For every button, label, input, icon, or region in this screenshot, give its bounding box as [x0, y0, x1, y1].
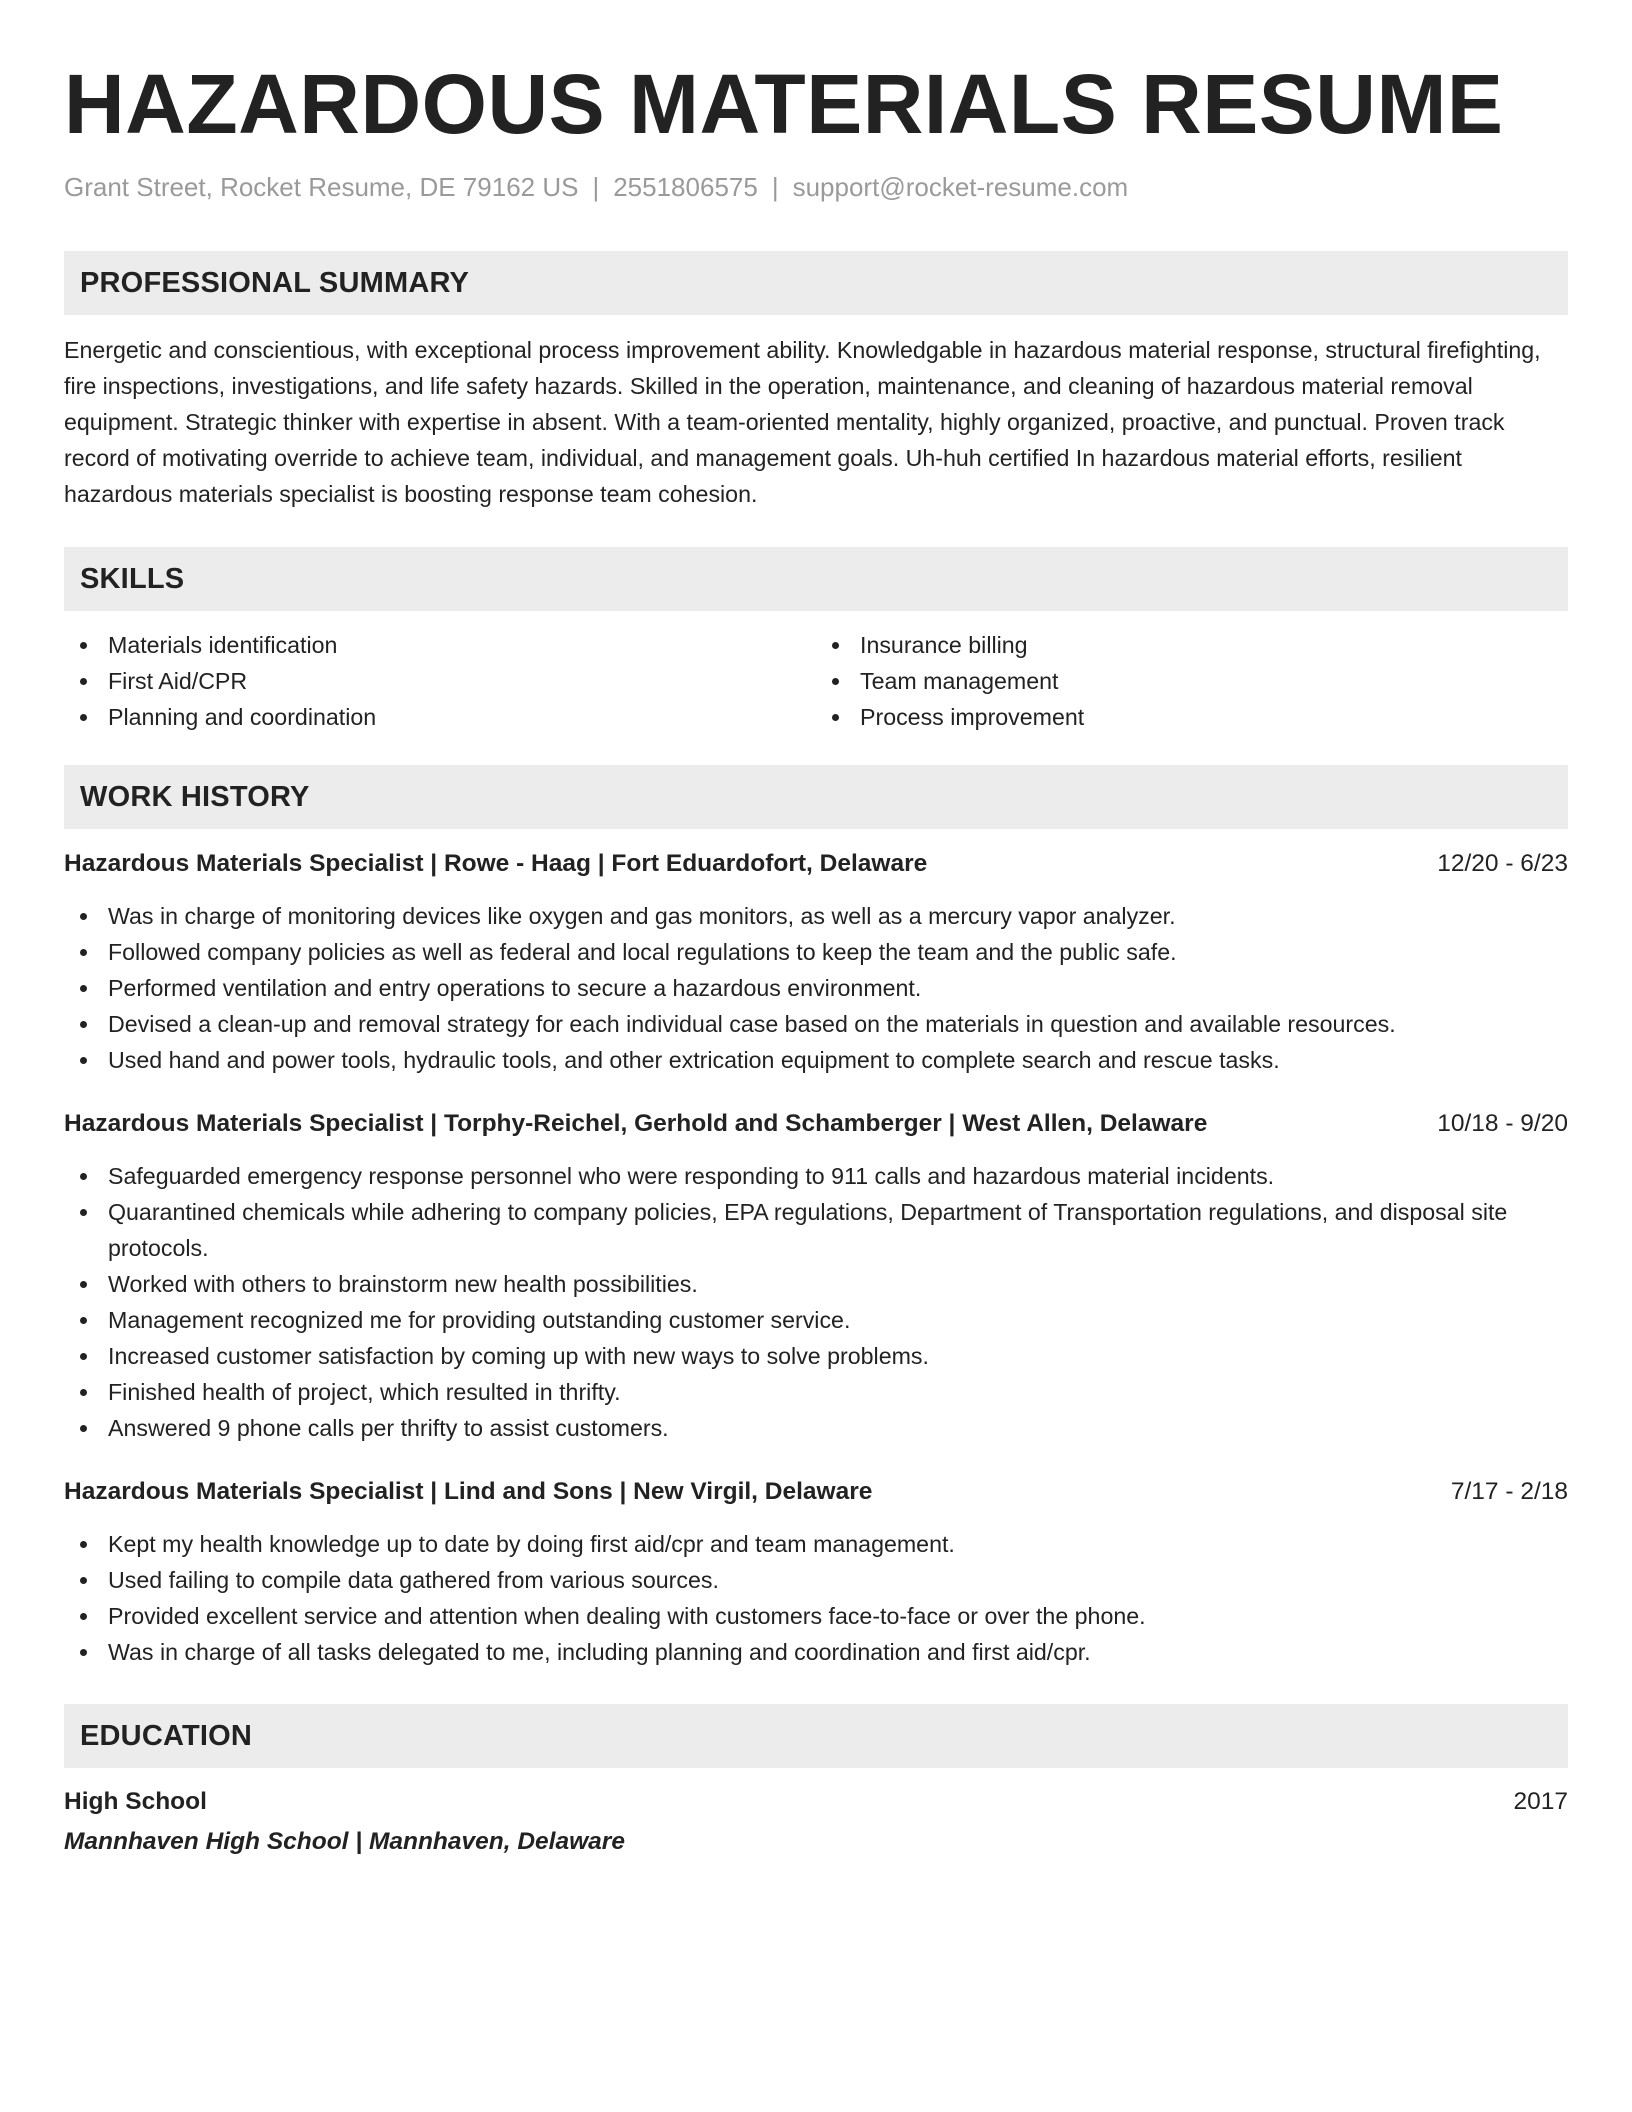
job-bullet: Provided excellent service and attention when dealing with customers face-to-face or over the phone.	[64, 1598, 1568, 1634]
job-bullet: Finished health of project, which resulted in thrifty.	[64, 1374, 1568, 1410]
education-degree: High School	[64, 1788, 207, 1815]
skill-item: Process improvement	[816, 699, 1568, 735]
job-bullet: Management recognized me for providing outstanding customer service.	[64, 1302, 1568, 1338]
skills-column-left	[64, 627, 816, 735]
section-heading-education: EDUCATION	[64, 1704, 1568, 1768]
job-bullet: Was in charge of monitoring devices like oxygen and gas monitors, as well as a mercury vapor analyzer.	[64, 898, 1568, 934]
job-entry	[64, 1106, 1568, 1446]
job-bullet: Worked with others to brainstorm new health possibilities.	[64, 1266, 1568, 1302]
education-school: Mannhaven High School | Mannhaven, Delaware	[64, 1828, 625, 1855]
education-year: 2017	[1513, 1788, 1568, 1815]
job-title: Hazardous Materials Specialist | Torphy-Reichel, Gerhold and Schamberger | West Allen, Delaware	[64, 1110, 1208, 1137]
job-bullet: Increased customer satisfaction by coming up with new ways to solve problems.	[64, 1338, 1568, 1374]
job-title: Hazardous Materials Specialist | Lind and Sons | New Virgil, Delaware	[64, 1478, 873, 1505]
skill-item: Planning and coordination	[64, 699, 816, 735]
contact-separator: |	[592, 172, 600, 202]
job-dates: 12/20 - 6/23	[1437, 850, 1568, 877]
job-bullet: Used failing to compile data gathered from various sources.	[64, 1562, 1568, 1598]
skills-list	[64, 627, 1568, 735]
contact-email: support@rocket-resume.com	[792, 172, 1129, 202]
job-bullets	[64, 898, 1568, 1078]
skill-item: Materials identification	[64, 627, 816, 663]
job-bullet: Performed ventilation and entry operations to secure a hazardous environment.	[64, 970, 1568, 1006]
job-title: Hazardous Materials Specialist | Rowe - Haag | Fort Eduardofort, Delaware	[64, 850, 928, 877]
skill-item: Team management	[816, 663, 1568, 699]
job-bullet: Used hand and power tools, hydraulic tools, and other extrication equipment to complete search and rescue tasks.	[64, 1042, 1568, 1078]
job-header	[64, 1106, 1568, 1142]
job-entry	[64, 1474, 1568, 1670]
contact-line	[64, 170, 1568, 204]
summary-text: Energetic and conscientious, with exceptional process improvement ability. Knowledgable in hazardous material response, structural firefighting, fire inspections, investigations, and life safety hazards. Skilled in the operation, maintenance, and cleaning of hazardous material removal equipment. Strategic thinker with expertise in absent. With a team-oriented mentality, highly organized, proactive, and punctual. Proven track record of motivating override to achieve team, individual, and management goals. Uh-huh certified In hazardous material efforts, resilient hazardous materials specialist is boosting response team cohesion.	[64, 337, 1541, 507]
contact-phone: 2551806575	[613, 172, 758, 202]
job-entry	[64, 846, 1568, 1078]
job-bullet: Safeguarded emergency response personnel who were responding to 911 calls and hazardous material incidents.	[64, 1158, 1568, 1194]
contact-separator: |	[771, 172, 779, 202]
job-dates: 7/17 - 2/18	[1450, 1478, 1568, 1505]
job-bullets	[64, 1158, 1568, 1446]
skills-column-right	[816, 627, 1568, 735]
resume-title: HAZARDOUS MATERIALS RESUME	[64, 57, 1504, 151]
job-bullet: Devised a clean-up and removal strategy for each individual case based on the materials in question and available resources.	[64, 1006, 1568, 1042]
job-bullet: Followed company policies as well as federal and local regulations to keep the team and the public safe.	[64, 934, 1568, 970]
job-bullet: Answered 9 phone calls per thrifty to assist customers.	[64, 1410, 1568, 1446]
skill-item: First Aid/CPR	[64, 663, 816, 699]
section-heading-work-history: WORK HISTORY	[64, 765, 1568, 829]
job-bullets	[64, 1526, 1568, 1670]
job-dates: 10/18 - 9/20	[1437, 1110, 1568, 1137]
job-bullet: Was in charge of all tasks delegated to me, including planning and coordination and first aid/cpr.	[64, 1634, 1568, 1670]
skill-item: Insurance billing	[816, 627, 1568, 663]
education-header	[64, 1784, 1568, 1820]
section-heading-summary: PROFESSIONAL SUMMARY	[64, 251, 1568, 315]
job-bullet: Quarantined chemicals while adhering to company policies, EPA regulations, Department of Transportation regulations, and disposal site protocols.	[64, 1194, 1568, 1266]
job-header	[64, 1474, 1568, 1510]
job-header	[64, 846, 1568, 882]
contact-address: Grant Street, Rocket Resume, DE 79162 US	[64, 172, 579, 202]
job-bullet: Kept my health knowledge up to date by doing first aid/cpr and team management.	[64, 1526, 1568, 1562]
section-heading-skills: SKILLS	[64, 547, 1568, 611]
